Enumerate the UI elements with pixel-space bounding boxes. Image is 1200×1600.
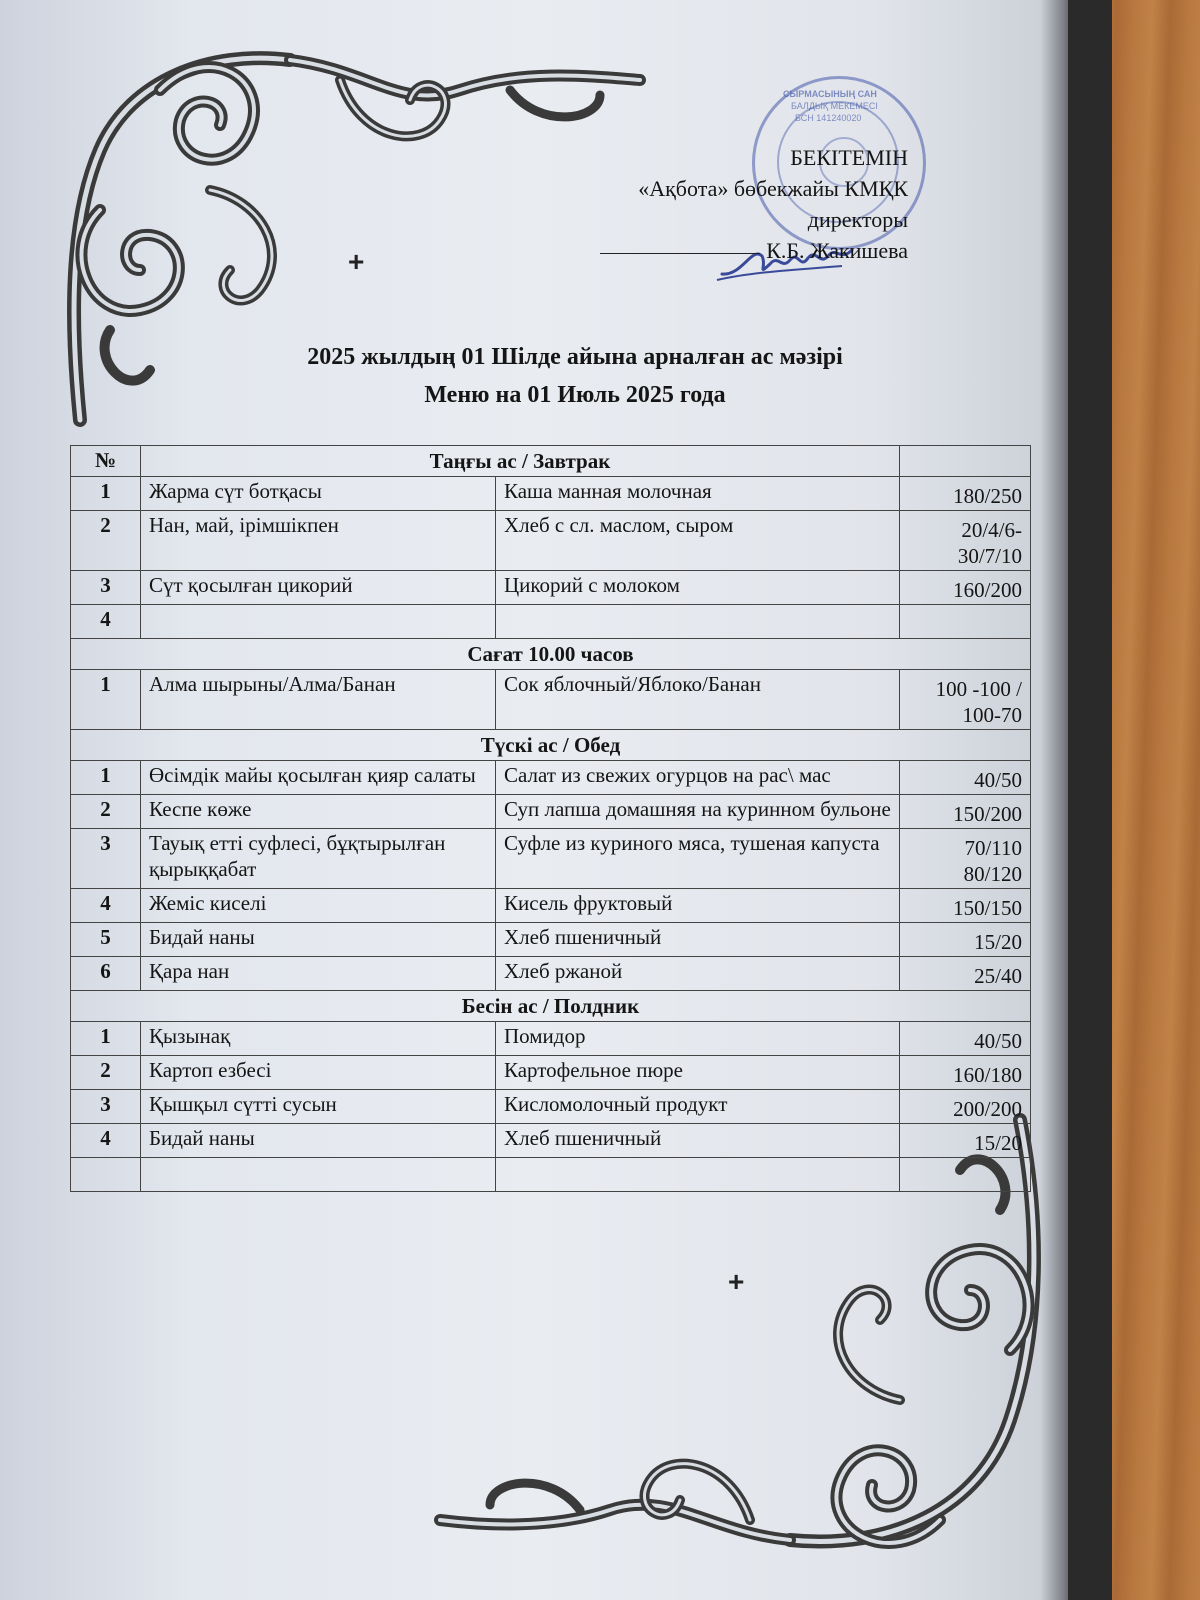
dish-name-russian: Хлеб пшеничный (496, 923, 900, 957)
section-header-row (71, 991, 1031, 1022)
section-header-row (71, 446, 1031, 477)
row-number: 2 (71, 1056, 141, 1090)
menu-table-body (71, 446, 1031, 1192)
menu-row (71, 795, 1031, 829)
approval-title: БЕКІТЕМІН (790, 145, 908, 170)
portion-weight (900, 605, 1031, 639)
row-number: 4 (71, 605, 141, 639)
approval-block (600, 142, 908, 266)
approval-signatory-line (600, 235, 908, 266)
section-qty-cell (900, 446, 1031, 477)
section-header-row (71, 639, 1031, 670)
row-number: 3 (71, 571, 141, 605)
menu-table (70, 445, 1031, 1192)
dish-name-russian: Картофельное пюре (496, 1056, 900, 1090)
dish-name-russian: Кисломолочный продукт (496, 1090, 900, 1124)
dish-name-kazakh: Сүт қосылған цикорий (141, 571, 496, 605)
portion-weight: 160/200 (900, 571, 1031, 605)
dish-name-russian: Кисель фруктовый (496, 889, 900, 923)
stamp-text: БАЛДЫҚ МЕКЕМЕСІ (791, 101, 878, 111)
portion-weight: 40/50 (900, 761, 1031, 795)
approval-name: К.Б. Жакишева (766, 238, 908, 263)
dish-name-russian: Каша манная молочная (496, 477, 900, 511)
menu-row (71, 571, 1031, 605)
stamp-text: СЫРМАСЫНЫҢ САН (783, 89, 877, 99)
menu-titles (70, 338, 1068, 414)
menu-row (71, 889, 1031, 923)
menu-row (71, 957, 1031, 991)
portion-weight: 20/4/6-30/7/10 (900, 511, 1031, 571)
section-title: Таңғы ас / Завтрак (141, 446, 900, 477)
row-number: 1 (71, 670, 141, 730)
stamp-text: БСН 141240020 (795, 113, 862, 123)
dish-name-kazakh: Қышқыл сүтті сусын (141, 1090, 496, 1124)
portion-weight: 160/180 (900, 1056, 1031, 1090)
portion-weight: 40/50 (900, 1022, 1031, 1056)
section-title: Сағат 10.00 часов (71, 639, 1031, 670)
dish-name-russian (496, 1158, 900, 1192)
menu-row (71, 670, 1031, 730)
dish-name-kazakh: Жарма сүт ботқасы (141, 477, 496, 511)
row-number: 6 (71, 957, 141, 991)
menu-row (71, 1056, 1031, 1090)
section-header-row (71, 730, 1031, 761)
dish-name-russian: Хлеб с сл. маслом, сыром (496, 511, 900, 571)
row-number: 4 (71, 1124, 141, 1158)
title-russian: Меню на 01 Июль 2025 года (424, 382, 726, 408)
dish-name-kazakh: Картоп езбесі (141, 1056, 496, 1090)
row-number: 4 (71, 889, 141, 923)
row-number: 3 (71, 1090, 141, 1124)
row-number: 1 (71, 761, 141, 795)
dish-name-kazakh: Қара нан (141, 957, 496, 991)
portion-weight: 150/200 (900, 795, 1031, 829)
dish-name-kazakh: Алма шырыны/Алма/Банан (141, 670, 496, 730)
menu-row (71, 1022, 1031, 1056)
portion-weight: 15/20 (900, 1124, 1031, 1158)
column-number-header: № (71, 446, 141, 477)
signature-line (600, 251, 760, 254)
dish-name-kazakh: Қызынақ (141, 1022, 496, 1056)
menu-row (71, 923, 1031, 957)
portion-weight: 180/250 (900, 477, 1031, 511)
row-number: 1 (71, 1022, 141, 1056)
dish-name-russian: Суфле из куриного мяса, тушеная капуста (496, 829, 900, 889)
plus-mark-icon: + (728, 1266, 745, 1297)
sheet-shadow-edge (1040, 0, 1068, 1600)
dish-name-kazakh: Тауық етті суфлесі, бұқтырылған қырыққабат (141, 829, 496, 889)
portion-weight: 25/40 (900, 957, 1031, 991)
menu-row (71, 829, 1031, 889)
portion-weight (900, 1158, 1031, 1192)
menu-row (71, 1158, 1031, 1192)
approval-position: директоры (807, 207, 908, 232)
dish-name-kazakh: Нан, май, ірімшікпен (141, 511, 496, 571)
dish-name-russian: Хлеб ржаной (496, 957, 900, 991)
portion-weight: 200/200 (900, 1090, 1031, 1124)
row-number: 5 (71, 923, 141, 957)
portion-weight: 15/20 (900, 923, 1031, 957)
dish-name-russian (496, 605, 900, 639)
dish-name-kazakh: Кеспе көже (141, 795, 496, 829)
dish-name-kazakh: Жеміс киселі (141, 889, 496, 923)
menu-row (71, 477, 1031, 511)
dish-name-russian: Хлеб пшеничный (496, 1124, 900, 1158)
dish-name-russian: Помидор (496, 1022, 900, 1056)
section-title: Бесін ас / Полдник (71, 991, 1031, 1022)
approval-organization: «Ақбота» бөбекжайы КМҚК (638, 176, 908, 201)
dish-name-kazakh: Өсімдік майы қосылған қияр салаты (141, 761, 496, 795)
dish-name-russian: Сок яблочный/Яблоко/Банан (496, 670, 900, 730)
title-kazakh: 2025 жылдың 01 Шілде айына арналған ас мәзірі (307, 344, 843, 370)
menu-row (71, 605, 1031, 639)
dish-name-kazakh: Бидай наны (141, 1124, 496, 1158)
dish-name-russian: Суп лапша домашняя на куринном бульоне (496, 795, 900, 829)
row-number: 3 (71, 829, 141, 889)
section-title: Түскі ас / Обед (71, 730, 1031, 761)
row-number (71, 1158, 141, 1192)
menu-row (71, 1090, 1031, 1124)
dish-name-kazakh (141, 605, 496, 639)
row-number: 2 (71, 511, 141, 571)
portion-weight: 150/150 (900, 889, 1031, 923)
portion-weight: 70/110 80/120 (900, 829, 1031, 889)
menu-row (71, 511, 1031, 571)
dish-name-russian: Цикорий с молоком (496, 571, 900, 605)
row-number: 2 (71, 795, 141, 829)
menu-row (71, 1124, 1031, 1158)
plus-mark-icon: + (348, 246, 365, 277)
menu-row (71, 761, 1031, 795)
dish-name-russian: Салат из свежих огурцов на рас\ мас (496, 761, 900, 795)
portion-weight: 100 -100 / 100-70 (900, 670, 1031, 730)
row-number: 1 (71, 477, 141, 511)
dish-name-kazakh: Бидай наны (141, 923, 496, 957)
dish-name-kazakh (141, 1158, 496, 1192)
